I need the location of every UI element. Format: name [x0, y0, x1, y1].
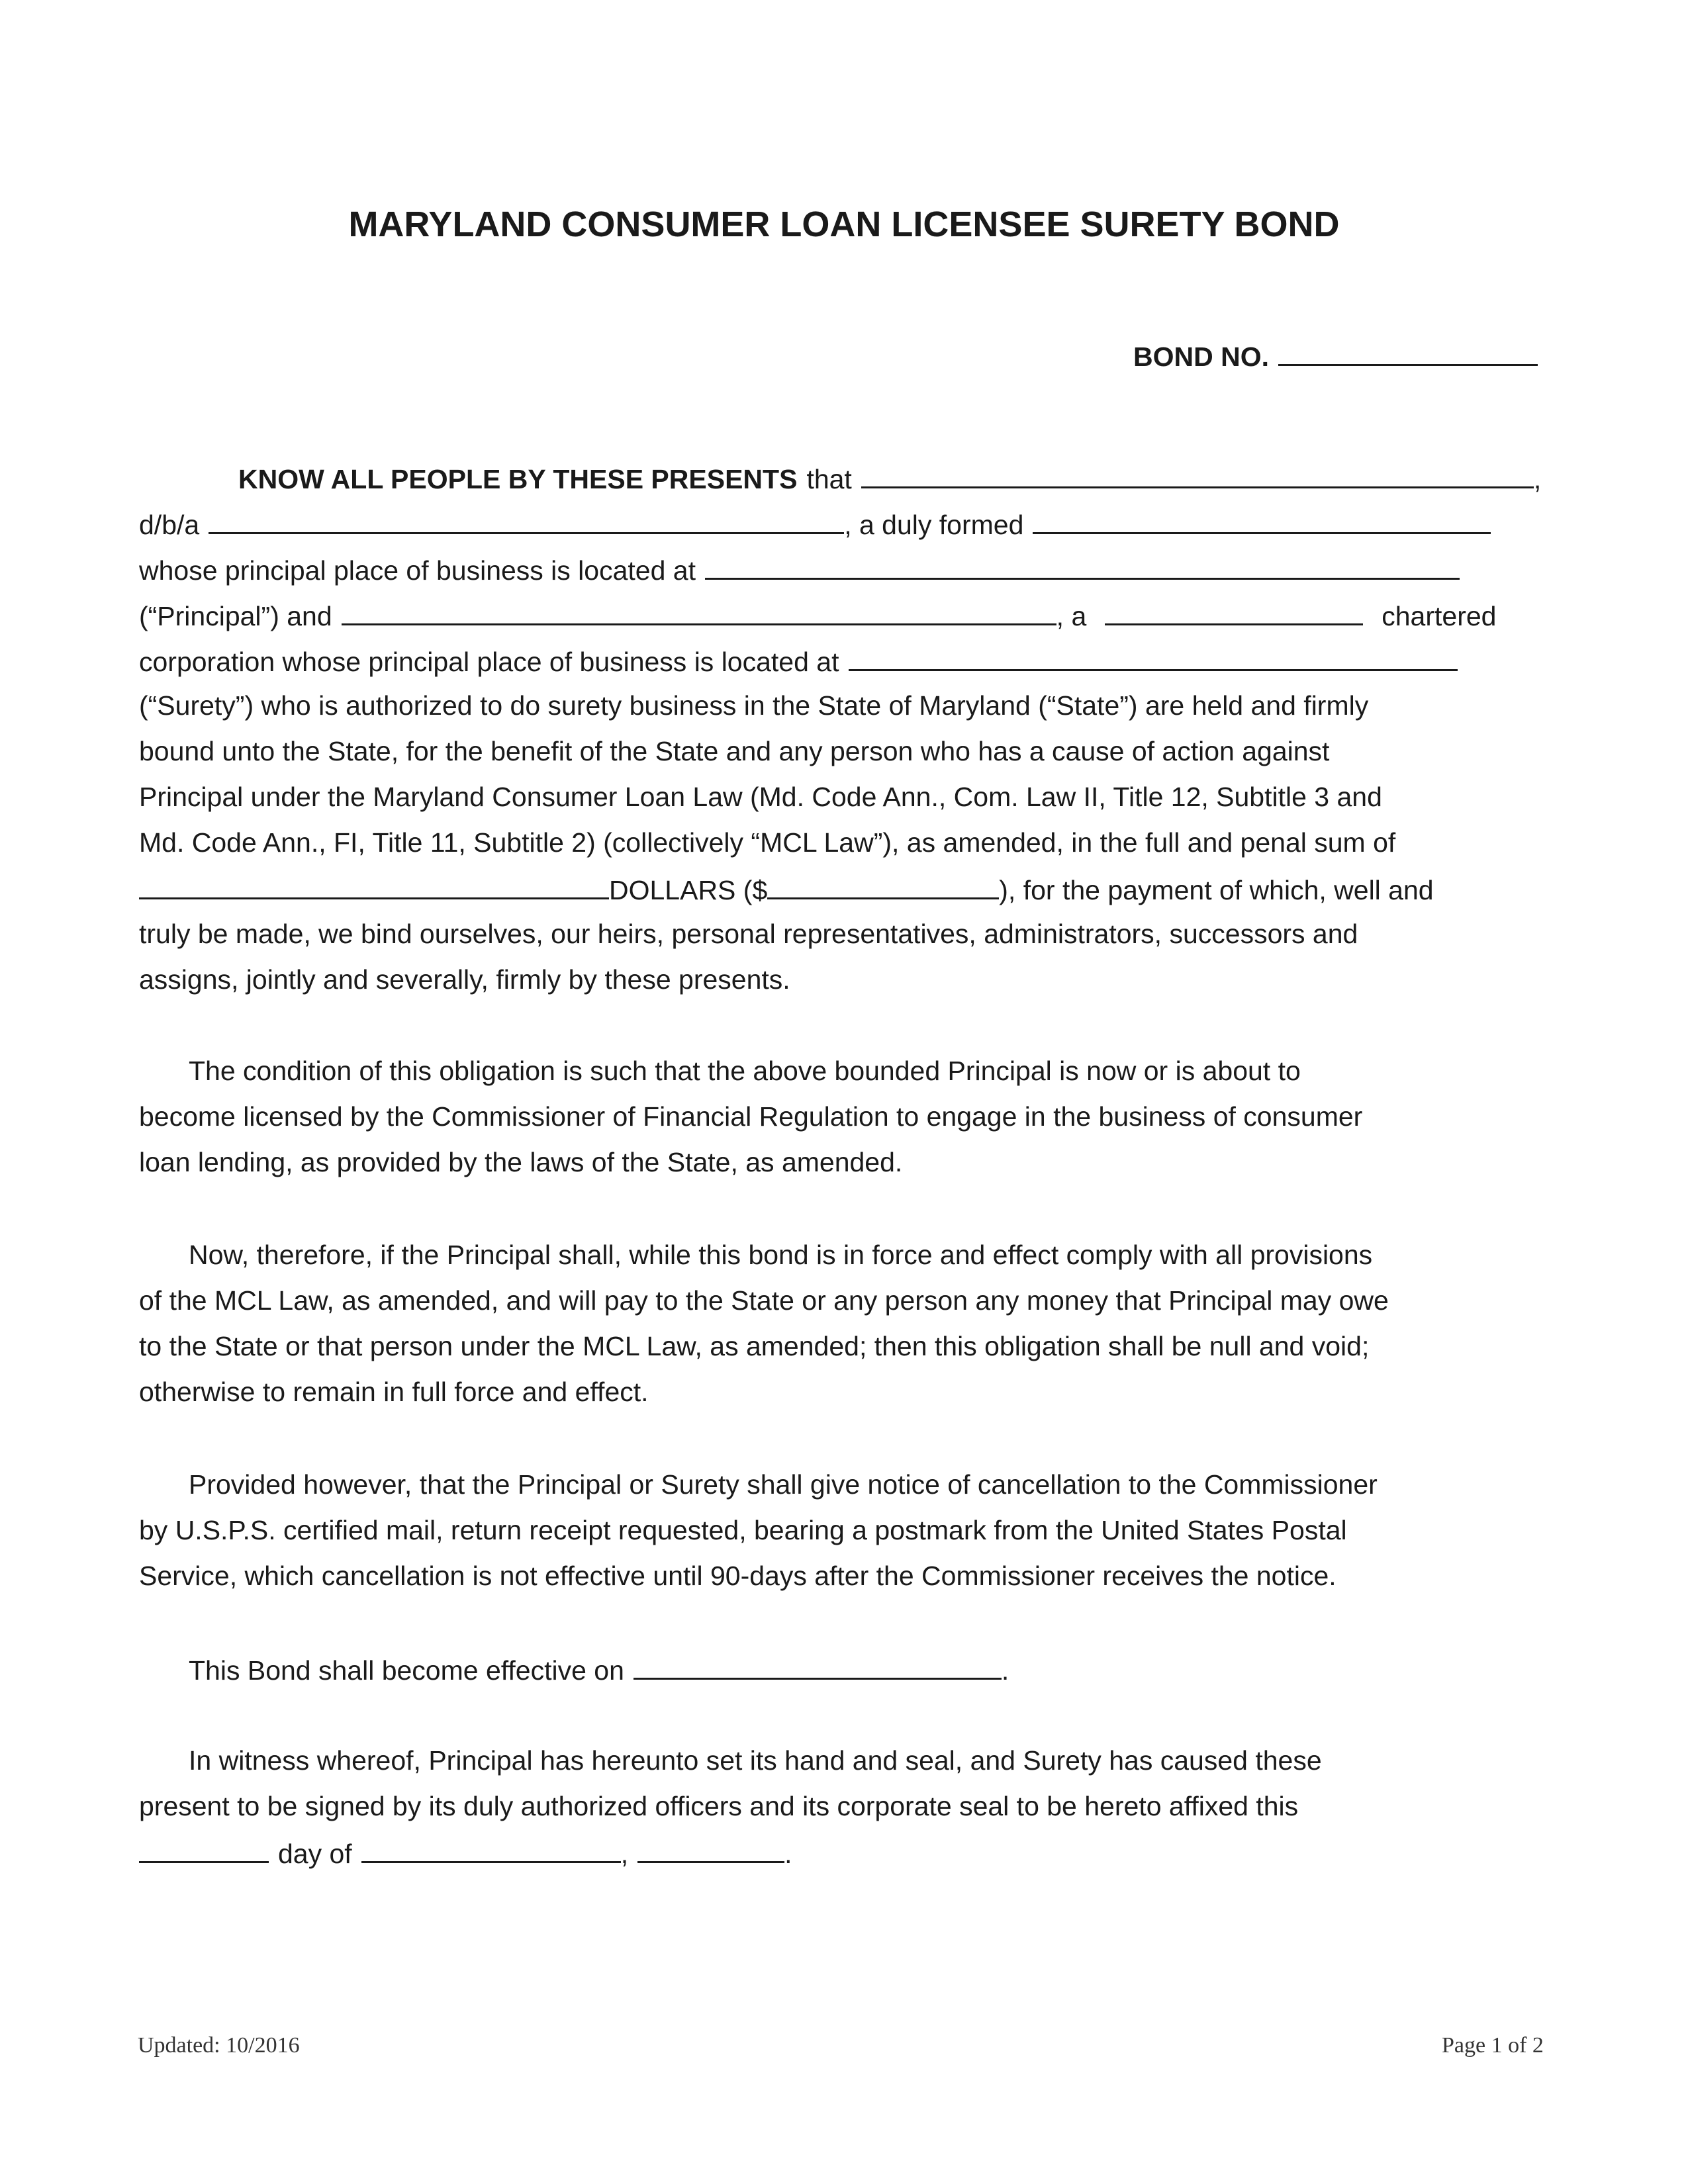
para1-line12: assigns, jointly and severally, firmly by these presents.	[139, 964, 790, 995]
amount-number-blank[interactable]	[767, 872, 999, 899]
bond-number-blank[interactable]	[1278, 339, 1538, 366]
para6-line1: In witness whereof, Principal has hereunto set its hand and seal, and Surety has caused these	[189, 1745, 1322, 1776]
para5-line1	[139, 1653, 1599, 1686]
comma: ,	[620, 1839, 629, 1869]
day-blank[interactable]	[139, 1836, 269, 1863]
para1-line9: Md. Code Ann., FI, Title 11, Subtitle 2) (collectively “MCL Law”), as amended, in the full and penal sum of	[139, 827, 1396, 858]
effective-date-blank[interactable]	[633, 1653, 1002, 1680]
para2-line1: The condition of this obligation is such that the above bounded Principal is now or is about to	[189, 1056, 1301, 1086]
payment-label: ), for the payment of which, well and	[999, 875, 1434, 905]
duly-formed-label: , a duly formed	[844, 510, 1024, 540]
footer-page-number: Page 1 of 2	[1442, 2033, 1544, 2058]
comma-a-label: , a	[1056, 601, 1087, 631]
para3-line1: Now, therefore, if the Principal shall, while this bond is in force and effect comply with all provisions	[189, 1240, 1373, 1270]
bond-number-label: BOND NO.	[1133, 341, 1269, 372]
corporation-place-label: corporation whose principal place of business is located at	[139, 647, 839, 677]
month-blank[interactable]	[361, 1836, 621, 1863]
effective-label: This Bond shall become effective on	[189, 1655, 624, 1686]
para1-line11: truly be made, we bind ourselves, our heirs, personal representatives, administrators, successors and	[139, 919, 1358, 949]
document-title: MARYLAND CONSUMER LOAN LICENSEE SURETY BOND	[348, 205, 1340, 244]
para1-line5	[139, 644, 1549, 678]
principal-name-blank[interactable]	[861, 461, 1534, 488]
para1-line4	[139, 598, 1549, 632]
period: .	[784, 1839, 792, 1869]
para1-line3	[139, 553, 1549, 586]
dba-label: d/b/a	[139, 510, 200, 540]
para1-line8: Principal under the Maryland Consumer Loan Law (Md. Code Ann., Com. Law II, Title 12, Subtitle 3 and	[139, 782, 1382, 812]
para1-line2	[139, 507, 1549, 541]
comma: ,	[1533, 464, 1542, 494]
footer-updated: Updated: 10/2016	[138, 2033, 300, 2058]
day-of-label: day of	[278, 1839, 352, 1869]
para3-line3: to the State or that person under the MCL Law, as amended; then this obligation shall be null and void;	[139, 1331, 1370, 1361]
dba-blank[interactable]	[209, 507, 844, 534]
para1-line7: bound unto the State, for the benefit of the State and any person who has a cause of action against	[139, 736, 1330, 766]
chartered-label: chartered	[1382, 601, 1497, 631]
amount-words-blank[interactable]	[139, 872, 609, 899]
period: .	[1001, 1655, 1009, 1686]
bond-number-line	[1133, 339, 1538, 373]
para1-line1	[139, 461, 1549, 495]
para4-line3: Service, which cancellation is not effective until 90-days after the Commissioner receives the notice.	[139, 1561, 1336, 1591]
para4-line1: Provided however, that the Principal or Surety shall give notice of cancellation to the Commissioner	[189, 1469, 1378, 1500]
surety-address-blank[interactable]	[849, 644, 1458, 671]
para1-line6: (“Surety”) who is authorized to do surety business in the State of Maryland (“State”) are held and firmly	[139, 690, 1369, 721]
principal-address-blank[interactable]	[705, 553, 1460, 580]
para3-line4: otherwise to remain in full force and effect.	[139, 1377, 649, 1407]
para1-line10	[139, 872, 1549, 906]
principal-place-label: whose principal place of business is located at	[139, 555, 696, 586]
para4-line2: by U.S.P.S. certified mail, return receipt requested, bearing a postmark from the United States Postal	[139, 1515, 1347, 1545]
entity-type-blank[interactable]	[1033, 507, 1491, 534]
para2-line2: become licensed by the Commissioner of Financial Regulation to engage in the business of consumer	[139, 1101, 1363, 1132]
principal-and-label: (“Principal”) and	[139, 601, 332, 631]
para6-line3	[139, 1836, 1549, 1870]
year-blank[interactable]	[637, 1836, 784, 1863]
para2-line3: loan lending, as provided by the laws of the State, as amended.	[139, 1147, 903, 1177]
surety-name-blank[interactable]	[342, 598, 1056, 625]
lead-that: that	[806, 464, 852, 494]
know-all-people-lead: KNOW ALL PEOPLE BY THESE PRESENTS	[238, 464, 798, 494]
para6-line2: present to be signed by its duly authorized officers and its corporate seal to be hereto affixed this	[139, 1791, 1299, 1821]
charter-state-blank[interactable]	[1105, 598, 1363, 625]
dollars-label: DOLLARS ($	[609, 875, 768, 905]
para3-line2: of the MCL Law, as amended, and will pay to the State or any person any money that Principal may owe	[139, 1285, 1389, 1316]
